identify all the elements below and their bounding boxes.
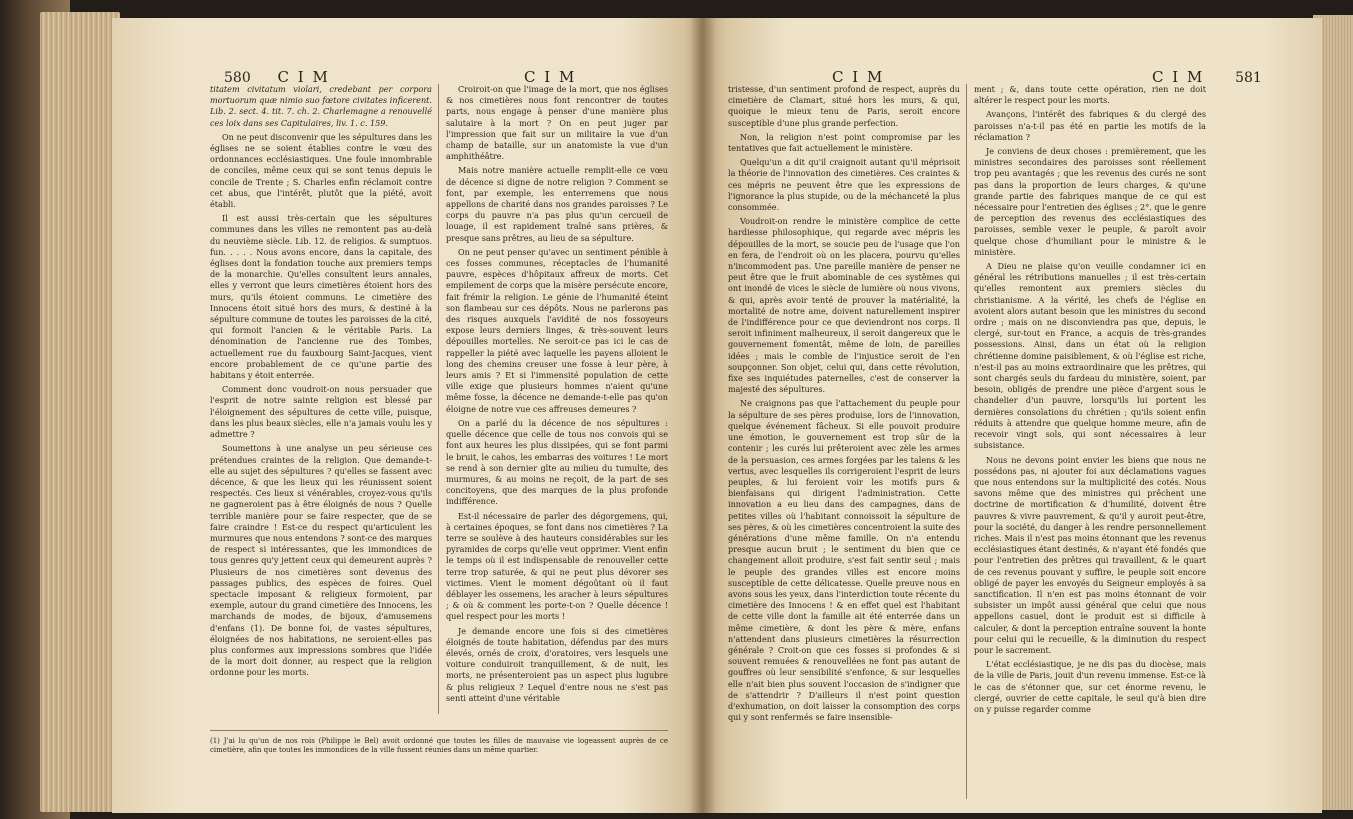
- paragraph: A Dieu ne plaise qu'on veuille condamner ici en général les rétributions manuelles ; il est très-certain qu'elles remontent aux premiers siècles du christianisme. A la vérité, les chefs de l'église en avoient alors autant besoin que les ministres du second ordre ; mais on ne disconviendra pas que, depuis, le clergé, sur-tout en France, a acquis de très-grandes possessions. Ainsi, dans un état où la religion chrétienne domine paisiblement, & où l'église est riche, n'est-il pas au moins extraordinaire que les prêtres, qui sont chargés seuls du fardeau du ministère, soient, par besoin, obligés de prendre une pièce d'argent sous le chandelier d'un pauvre, lorsqu'ils lui portent les dernières consolations du chrétien ; qu'ils soient enfin réduits à attendre que quelque homme meure, afin de recevoir vingt sols, qui sont nécessaires à leur subsistance.: [974, 261, 1206, 451]
- right-page: [702, 18, 1322, 813]
- column-rule: [966, 84, 967, 799]
- left-column-2: [446, 84, 668, 707]
- paragraph: Est-il nécessaire de parler des dégorgemens, qui, à certaines époques, se font dans nos cimetières ? La terre se soulève à des hauteurs considérables sur les pyramides de corps qu'elle veut opprimer. Vient enfin le temps où il est indispensable de renouveller cette terre trop saturée, & qui ne peut plus dévorer ses victimes. Vient le moment dégoûtant où il faut déblayer les ossemens, les aracher à leurs sépultures ; & où & comment les porte-t-on ? Quelle décence ! quel respect pour les morts !: [446, 510, 668, 622]
- paragraph: Non, la religion n'est point compromise par les tentatives que fait actuellement le ministère.: [728, 131, 960, 154]
- paragraph: Nous ne devons point envier les biens que nous ne possédons pas, ni ajouter foi aux déclamations vagues que nous entendons sur la multiplicité des cotés. Nous savons même que des ministres qui prêchent une doctrine de mortification & d'humilité, doivent être pauvres & vivre pauvrement, & qu'il y auroit peut-être, pour la société, du danger à les rendre personnellement riches. Mais il n'est pas moins étonnant que les revenus ecclésiastiques étant destinés, & n'ayant été fondés que pour l'entretien des prêtres qui travaillent, & le quart de ces revenus pouvant y suffire, le peuple soit encore obligé de payer les envoyés du Seigneur employés à sa sanctification. Il n'en est pas moins étonnant de voir subsister un impôt aussi général que celui que nous appellons casuel, dont le produit est si difficile à calculer, & dont la perception entraîne souvent la honte pour celui qui le recueille, & la diminution du respect pour le sacrement.: [974, 454, 1206, 655]
- paragraph: Soumettons à une analyse un peu sérieuse ces prétendues craintes de la religion. Que demande-t-elle au sujet des sépultures ? qu'elles se fassent avec décence, & que les lieux qui les réunissent soient respectés. Ces lieux si vénérables, croyez-vous qu'ils ne gagneroient pas à être éloignés de nous ? Quelle terrible manière pour se faire respecter, que de se faire craindre ! Est-ce du respect qu'articulent les murmures que nous entendons ? sont-ce des marques de respect si intéressantes, que les immondices de tous genres qu'y jettent ceux qui demeurent auprès ? Plusieurs de nos cimetières sont devenus des passages publics, des espèces de foires. Quel spectacle imposant & religieux formoient, par exemple, autour du grand cimetière des Innocens, les marchands de modes, de bijoux, d'amusemens d'enfans (1). De bonne foi, de vastes sépultures, éloignées de nos habitations, ne seroient-elles pas plus conformes aux impressions sombres que l'idée de la mort doit donner, au respect que la religion ordonne pour les morts.: [210, 443, 432, 678]
- left-page-number: 580: [224, 70, 251, 86]
- right-column-1: [728, 84, 960, 726]
- paragraph: Je conviens de deux choses : premièrement, que les ministres secondaires des paroisses sont réellement trop peu avantagés ; que les revenus des curés ne sont pas dans la proportion de leurs charges, & qu'une grande partie des fabriques manque de ce qui est nécessaire pour l'entretien des églises ; 2°. que le genre de perception des revenus des ecclésiastiques des paroisses, semble vexer le peuple, & paroît avoir quelque chose d'humiliant pour le ministre & le ministère.: [974, 146, 1206, 257]
- left-column-1: [210, 84, 432, 682]
- page-stack-left: [40, 12, 120, 812]
- right-page-headword-center: C I M: [832, 68, 885, 86]
- paragraph: Mais notre manière actuelle remplit-elle ce vœu de décence si digne de notre religion ? Comment se font, par exemple, les enterremens que nous appellons de charité dans nos grandes paroisses ? Le corps du pauvre n'a pas plus qu'un cercueil de louage, il est rapidement traîné sans prières, & presque sans prêtres, au lieu de sa sépulture.: [446, 165, 668, 243]
- right-column-2: [974, 84, 1206, 718]
- paragraph: Il est aussi très-certain que les sépultures communes dans les villes ne remontent pas au-delà du neuvième siècle. Lib. 12. de religios. & sumptuos. fun. . . . . Nous avons encore, dans la capitale, des églises dont la fondation touche aux premiers temps de la monarchie. Qu'elles consultent leurs annales, elles y verront que leurs cimetières étoient hors des murs, qu'ils étoient communs. Le cimetière des Innocens étoit situé hors des murs, & destiné à la sépulture commune de toutes les paroisses de la cité, qui formoit l'ancien & le véritable Paris. La dénomination de l'ancienne rue des Tombes, actuellement rue du fauxbourg Saint-Jacques, vient encore probablement de ce qu'une partie des habitans y étoit enterrée.: [210, 213, 432, 381]
- left-page-headword: C I M: [277, 68, 330, 86]
- paragraph: Quelqu'un a dit qu'il craignoit autant qu'il méprisoit la théorie de l'innovation des cimetières. Ces craintes & ces mépris ne peuvent être que les expressions de l'ignorance la plus stupide, ou de la méchanceté la plus consommée.: [728, 157, 960, 213]
- paragraph: L'état ecclésiastique, je ne dis pas du diocèse, mais de la ville de Paris, jouit d'un revenu immense. Est-ce là le cas de s'étonner que, sur cet énorme revenu, le clergé, ouvrier de cette capitale, le seul qu'à bien dire on y puisse regarder comme: [974, 659, 1206, 714]
- paragraph: tristesse, d'un sentiment profond de respect, auprès du cimetière de Clamart, situé hors les murs, & qui, quoique le mieux tenu de Paris, seroit encore susceptible d'une plus grande perfection.: [728, 84, 960, 128]
- paragraph: titatem civitatum violari, credebant per corpora mortuorum quæ nimio suo fœtore civitates inficerent. Lib. 2. sect. 4. tit. 7. ch. 2. Charlemagne a renouvellé ces loix dans ses Capitulaires, liv. 1. c. 159.: [210, 84, 432, 128]
- paragraph: On a parlé du la décence de nos sépultures : quelle décence que celle de tous nos convois qui se font aux heures les plus dissipées, qui se font parmi le bruit, le cahos, les embarras des voitures ! Le mort se rend à son dernier gîte au milieu du tumulte, des murmures, & au moins ne reçoit, de la part de ses concitoyens, que des marques de la plus profonde indifférence.: [446, 417, 668, 507]
- right-page-headword: C I M: [1152, 68, 1205, 86]
- paragraph: Avançons, l'intérêt des fabriques & du clergé des paroisses n'a-t-il pas été en partie les motifs de la réclamation ?: [974, 109, 1206, 142]
- paragraph: Comment donc voudroit-on nous persuader que l'esprit de notre sainte religion est blessé par l'éloignement des sépultures de cette ville, puisque, dans les plus beaux siècles, elle n'a jamais voulu les y admettre ?: [210, 384, 432, 440]
- paragraph: Je demande encore une fois si des cimetières éloignés de toute habitation, défendus par des murs élevés, ornés de croix, d'oratoires, vers lesquels une voiture conduiroit tranquillement, & de nuit, les morts, ne présenteroient pas un aspect plus lugubre & plus religieux ? Lequel d'entre nous ne s'est pas senti atteint d'une véritable: [446, 625, 668, 703]
- left-page: [112, 18, 702, 813]
- paragraph: On ne peut disconvenir que les sépultures dans les églises ne se soient établies contre le vœu des ordonnances ecclésiastiques. Une foule innombrable de conciles, même ceux qui se sont tenus depuis le concile de Trente ; S. Charles enfin réclamoit contre cet abus, que l'intérêt, plutôt que la piété, avoit établi.: [210, 131, 432, 210]
- footnote: (1) J'ai lu qu'un de nos rois (Philippe le Bel) avoit ordonné que toutes les filles de mauvaise vie logeassent auprès de ce cimetière, afin que toutes les immondices de la ville fussent réunies dans un même quartier.: [210, 730, 668, 755]
- paragraph: ment ; &, dans toute cette opération, rien ne doit altérer le respect pour les morts.: [974, 84, 1206, 106]
- paragraph: Ne craignons pas que l'attachement du peuple pour la sépulture de ses pères produise, lors de l'innovation, quelque événement fâcheux. Si elle pouvoit produire une émotion, le gouvernement est trop sûr de la contenir ; les curés lui prêteroient avec zèle les armes de la persuasion, ces armes forgées par les talens & les vertus, avec lesquelles ils corrigeroient l'esprit de leurs peuples, & lui feroient voir les motifs purs & bienfaisans qui dirigent l'administration. Cette innovation a eu lieu dans des campagnes, dans de petites villes où l'habitant connoissoit la sépulture de ses pères, & où les cimetières concentroient la suite des générations d'une même famille. On n'a entendu presque aucun bruit ; le sentiment du bien que ce changement alloit produire, s'est fait sentir seul ; mais le peuple des grandes villes est encore moins susceptible de cette délicatesse. Quelle preuve nous en avons sous les yeux, dans l'interdiction toute récente du cimetière des Innocens ! & en effet quel est l'habitant de cette ville dont la famille ait été enterrée dans un même cimetière, & dont les père & mère, enfans n'attendent dans plusieurs cimetières la résurrection générale ? Croit-on que ces fosses si profondes & si souvent remuées & renouvellées ne font pas autant de gouffres où leur sensibilité s'enfonce, & sur lesquelles elle n'ait bien plus souvent l'occasion de s'indigner que de s'attendrir ? D'ailleurs il n'est point question d'exhumation, on doit laisser la consomption des corps qui y sont renfermés se faire insensible-: [728, 398, 960, 723]
- column-rule: [438, 84, 439, 714]
- paragraph: Croiroit-on que l'image de la mort, que nos églises & nos cimetières nous font rencontrer de toutes parts, nous engage à penser d'une manière plus salutaire à la mort ? On en peut juger par l'impression que fait sur un militaire la vue d'un champ de bataille, sur un anatomiste la vue d'un amphithéâtre.: [446, 84, 668, 162]
- paragraph: Voudroit-on rendre le ministère complice de cette hardiesse philosophique, qui regarde avec mépris les dépouilles de la mort, se soucie peu de l'usage que l'on en fera, de l'endroit où on les placera, pourvu qu'elles n'incommodent pas. Une pareille manière de penser ne peut être que le fruit abominable de ces systêmes qui ont inondé de vices le siècle de lumière où nous vivons, & qui, après avoir tenté de prouver la matérialité, la mortalité de notre ame, doivent naturellement inspirer de l'indifférence pour ce que deviendront nos corps. Il seroit infiniment malheureux, il seroit dangereux que le gouvernement fomentât, même de loin, de pareilles idées ; mais le comble de l'injustice seroit de l'en soupçonner. Son objet, celui qui, dans cette révolution, fixe ses inquiétudes paternelles, c'est de conserver la majesté des sépultures.: [728, 216, 960, 395]
- right-page-number: 581: [1235, 70, 1262, 86]
- paragraph: On ne peut penser qu'avec un sentiment pénible à ces fosses communes, réceptacles de l'humanité pauvre, espèces d'hôpitaux affreux de morts. Cet empilement de corps que la misère persécute encore, fait frémir la religion. Le génie de l'humanité éteint son flambeau sur ces dépôts. Nous ne parlerons pas des risques auxquels l'avidité de nos fossoyeurs expose leurs derniers linges, & très-souvent leurs dépouilles mortelles. Ne seroit-ce pas ici le cas de rappeller la piété avec laquelle les payens alloient le long des chemins creuser une fosse à leur père, à leurs amis ? Et si l'immensité population de cette ville exige que plusieurs hommes n'aient qu'une même fosse, la décence ne demande-t-elle pas qu'on éloigne de notre vue ces affreuses demeures ?: [446, 246, 668, 414]
- left-page-headword-center: C I M: [524, 68, 577, 86]
- book-gutter: [690, 18, 716, 813]
